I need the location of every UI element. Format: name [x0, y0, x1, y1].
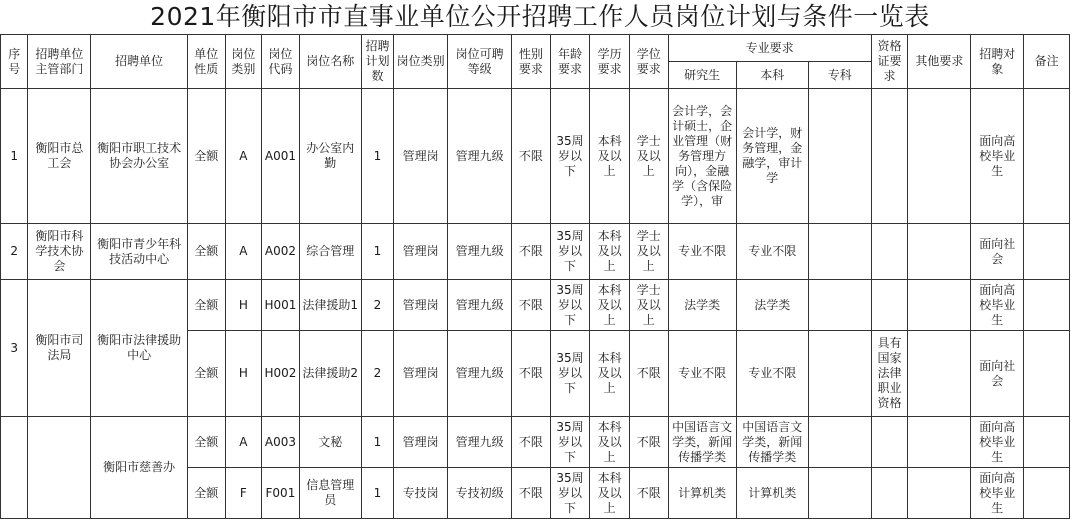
cert-cell: 具有国家法律职业资格	[871, 331, 908, 417]
target-cell: 面向高校毕业生	[971, 468, 1024, 519]
nature-cell: 全额	[187, 417, 225, 468]
nature-cell: 全额	[187, 280, 225, 331]
header-cert: 资格证要求	[871, 35, 908, 89]
age-cell: 35周岁以下	[550, 331, 590, 417]
gender-cell: 不限	[512, 417, 551, 468]
name-cell: 法律援助2	[299, 331, 361, 417]
header-grad: 研究生	[668, 62, 736, 89]
plan-cell: 1	[361, 224, 394, 280]
edu-cell: 本科及以上	[590, 468, 630, 519]
degree-cell: 不限	[629, 417, 668, 468]
type-cell: 管理岗	[394, 224, 448, 280]
code-cell: A002	[262, 224, 300, 280]
header-dept: 招聘单位主管部门	[28, 35, 91, 89]
target-cell: 面向社会	[971, 331, 1024, 417]
degree-cell: 学士及以上	[629, 89, 668, 224]
table-row	[1, 224, 1070, 280]
type-cell: 管理岗	[394, 331, 448, 417]
grade-cell: 管理九级	[448, 417, 512, 468]
other-cell	[908, 280, 971, 331]
header-degree: 学位要求	[629, 35, 668, 89]
header-edu: 学历要求	[590, 35, 630, 89]
name-cell: 法律援助1	[299, 280, 361, 331]
junior-major-cell	[808, 280, 871, 331]
header-type: 岗位类别	[394, 35, 448, 89]
note-cell	[1024, 331, 1070, 417]
unit-cell: 衡阳市慈善办	[91, 417, 188, 519]
grade-cell: 管理九级	[448, 224, 512, 280]
gender-cell: 不限	[512, 89, 551, 224]
degree-cell: 学士及以上	[629, 224, 668, 280]
cert-cell	[871, 280, 908, 331]
header-grade: 岗位可聘等级	[448, 35, 512, 89]
grad-major-text: 会计学，会计硕士，企业管理（财务管理方向），金融学（含保险学），审	[672, 103, 733, 208]
gender-cell: 不限	[512, 224, 551, 280]
type-cell: 管理岗	[394, 280, 448, 331]
age-cell: 35周岁以下	[550, 224, 590, 280]
age-cell: 35周岁以下	[550, 417, 590, 468]
header-target: 招聘对象	[971, 35, 1024, 89]
seq-cell: 2	[1, 224, 28, 280]
grad-major-cell: 专业不限	[668, 224, 736, 280]
grade-cell: 管理九级	[448, 280, 512, 331]
note-cell	[1024, 89, 1070, 224]
unit-cell: 衡阳市青少年科技活动中心	[91, 224, 188, 280]
dept-cell: 衡阳市科学技术协会	[28, 224, 91, 280]
page-title: 2021年衡阳市市直事业单位公开招聘工作人员岗位计划与条件一览表	[150, 2, 930, 31]
header-row-1	[1, 35, 1070, 62]
degree-cell: 不限	[629, 468, 668, 519]
junior-major-cell	[808, 89, 871, 224]
name-cell: 信息管理员	[299, 468, 361, 519]
header-junior: 专科	[808, 62, 871, 89]
header-seq: 序号	[1, 35, 28, 89]
junior-major-cell	[808, 468, 871, 519]
cat-cell: A	[225, 224, 262, 280]
name-cell: 文秘	[299, 417, 361, 468]
grade-cell: 管理九级	[448, 331, 512, 417]
target-cell: 面向社会	[971, 224, 1024, 280]
edu-cell: 本科及以上	[590, 89, 630, 224]
cert-cell	[871, 417, 908, 468]
note-cell	[1024, 417, 1070, 468]
code-cell: H002	[262, 331, 300, 417]
other-cell	[908, 331, 971, 417]
other-cell	[908, 89, 971, 224]
plan-cell: 2	[361, 331, 394, 417]
junior-major-cell	[808, 224, 871, 280]
positions-table	[0, 34, 1070, 519]
note-cell	[1024, 280, 1070, 331]
grade-cell: 管理九级	[448, 89, 512, 224]
cert-cell	[871, 468, 908, 519]
other-cell	[908, 468, 971, 519]
table-row	[1, 89, 1070, 224]
table-row	[1, 417, 1070, 468]
degree-cell: 学士及以上	[629, 280, 668, 331]
type-cell: 管理岗	[394, 417, 448, 468]
grad-major-cell: 专业不限	[668, 331, 736, 417]
cat-cell: F	[225, 468, 262, 519]
junior-major-cell	[808, 417, 871, 468]
cat-cell: A	[225, 417, 262, 468]
header-note: 备注	[1024, 35, 1070, 89]
header-bach: 本科	[736, 62, 808, 89]
code-cell: H001	[262, 280, 300, 331]
nature-cell: 全额	[187, 224, 225, 280]
cert-cell	[871, 89, 908, 224]
code-cell: A003	[262, 417, 300, 468]
target-cell: 面向高校毕业生	[971, 417, 1024, 468]
age-cell: 35周岁以下	[550, 280, 590, 331]
type-cell: 专技岗	[394, 468, 448, 519]
bach-major-cell: 法学类	[736, 280, 808, 331]
name-cell: 办公室内勤	[299, 89, 361, 224]
nature-cell: 全额	[187, 331, 225, 417]
unit-cell: 衡阳市法律援助中心	[91, 280, 188, 417]
bach-major-cell: 计算机类	[736, 468, 808, 519]
grad-major-cell	[668, 89, 736, 224]
header-gender: 性别要求	[512, 35, 551, 89]
plan-cell: 2	[361, 280, 394, 331]
junior-major-cell	[808, 331, 871, 417]
seq-cell: 3	[1, 280, 28, 417]
target-cell: 面向高校毕业生	[971, 280, 1024, 331]
header-name: 岗位名称	[299, 35, 361, 89]
edu-cell: 本科及以上	[590, 331, 630, 417]
bach-major-cell: 专业不限	[736, 331, 808, 417]
type-cell: 管理岗	[394, 89, 448, 224]
cat-cell: H	[225, 331, 262, 417]
header-cat: 岗位类别	[225, 35, 262, 89]
plan-cell: 1	[361, 468, 394, 519]
header-nature: 单位性质	[187, 35, 225, 89]
cert-cell	[871, 224, 908, 280]
target-cell: 面向高校毕业生	[971, 89, 1024, 224]
grade-cell: 专技初级	[448, 468, 512, 519]
seq-cell	[1, 417, 28, 519]
plan-cell: 1	[361, 89, 394, 224]
bach-major-cell: 中国语言文学类，新闻传播学类	[736, 417, 808, 468]
seq-cell: 1	[1, 89, 28, 224]
header-code: 岗位代码	[262, 35, 300, 89]
nature-cell: 全额	[187, 89, 225, 224]
gender-cell: 不限	[512, 331, 551, 417]
other-cell	[908, 417, 971, 468]
bach-major-cell: 会计学，财务管理，金融学，审计学	[736, 89, 808, 224]
header-age: 年龄要求	[550, 35, 590, 89]
note-cell	[1024, 468, 1070, 519]
edu-cell: 本科及以上	[590, 280, 630, 331]
table-row	[1, 280, 1070, 331]
code-cell: A001	[262, 89, 300, 224]
edu-cell: 本科及以上	[590, 417, 630, 468]
header-other: 其他要求	[908, 35, 971, 89]
plan-cell: 1	[361, 417, 394, 468]
dept-cell: 衡阳市司法局	[28, 280, 91, 417]
cat-cell: H	[225, 280, 262, 331]
grad-major-cell: 计算机类	[668, 468, 736, 519]
header-plan: 招聘计划数	[361, 35, 394, 89]
header-major: 专业要求	[668, 35, 871, 62]
name-cell: 综合管理	[299, 224, 361, 280]
other-cell	[908, 224, 971, 280]
grad-major-cell: 中国语言文学类，新闻传播学类	[668, 417, 736, 468]
age-cell: 35周岁以下	[550, 468, 590, 519]
cat-cell: A	[225, 89, 262, 224]
unit-cell: 衡阳市职工技术协会办公室	[91, 89, 188, 224]
note-cell	[1024, 224, 1070, 280]
edu-cell: 本科及以上	[590, 224, 630, 280]
gender-cell: 不限	[512, 468, 551, 519]
age-cell: 35周岁以下	[550, 89, 590, 224]
gender-cell: 不限	[512, 280, 551, 331]
dept-cell	[28, 417, 91, 519]
code-cell: F001	[262, 468, 300, 519]
bach-major-cell: 专业不限	[736, 224, 808, 280]
grad-major-cell: 法学类	[668, 280, 736, 331]
degree-cell: 不限	[629, 331, 668, 417]
dept-cell: 衡阳市总工会	[28, 89, 91, 224]
nature-cell: 全额	[187, 468, 225, 519]
header-unit: 招聘单位	[91, 35, 188, 89]
